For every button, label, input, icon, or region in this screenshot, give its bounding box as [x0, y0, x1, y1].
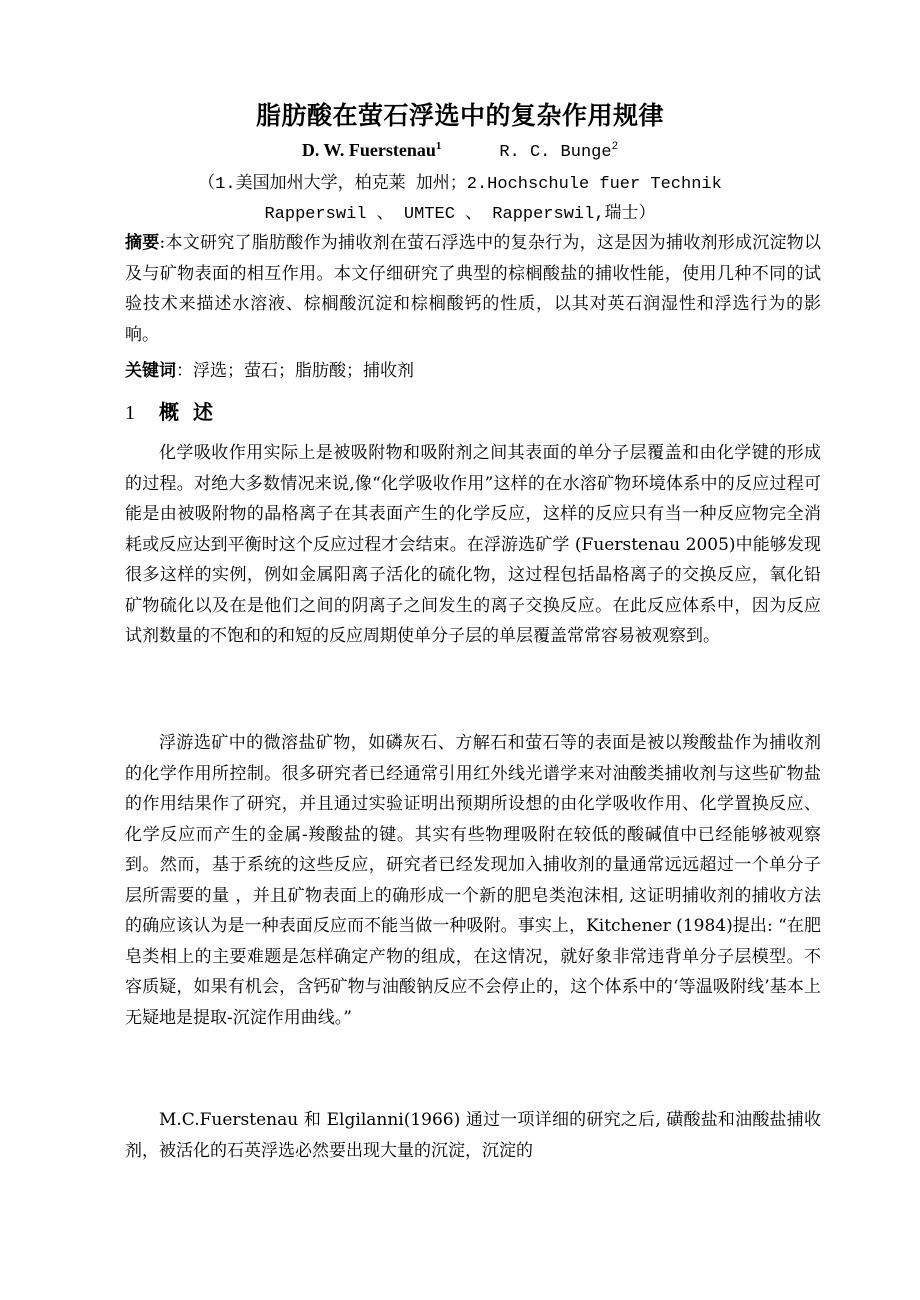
abstract-text: :本文研究了脂肪酸作为捕收剂在萤石浮选中的复杂行为，这是因为捕收剂形成沉淀物以及与矿物表面的相互作用。本文仔细研究了典型的棕榈酸盐的捕收性能，使用几种不同的试验技术来描述水溶液、棕榈酸沉淀和棕榈酸钙的性质，以其对英石润湿性和浮选行为的影响。 [125, 233, 821, 345]
paragraph-3: M.C.Fuerstenau 和 Elgilanni(1966) 通过一项详细的研究之后, 磺酸盐和油酸盐捕收剂，被活化的石英浮选必然要出现大量的沉淀，沉淀的 [125, 1110, 821, 1161]
paragraph-2: 浮游选矿中的微溶盐矿物，如磷灰石、方解石和萤石等的表面是被以羧酸盐作为捕收剂的化学作用所控制。很多研究者已经通常引用红外线光谱学来对油酸类捕收剂与这些矿物盐的作用结果作了研究，并且通过实验证明出预期所设想的由化学吸收作用、化学置换反应、化学反应而产生的金属-羧酸盐的键。其实有些物理吸附在较低的酸碱值中已经能够被观察到。然而，基于系统的这些反应，研究者已经发现加入捕收剂的量通常远远超过一个单分子层所需要的量 ，并且矿物表面上的确形成一个新的肥皂类泡沫相, 这证明捕收剂的捕收方法的确应该认为是一种表面反应而不能当做一种吸附。事实上，Kitchener (1984)提出: “在肥皂类相上的主要难题是怎样确定产物的组成，在这情况，就好象非常违背单分子层模型。不容质疑，如果有机会，含钙矿物与油酸钠反应不会停止的，这个体系中的‘等温吸附线’基本上无疑地是提取-沉淀作用曲线。” [125, 733, 821, 1028]
abstract [125, 228, 821, 350]
author-1-name: D. W. Fuerstenau [301, 140, 436, 160]
section-heading [125, 396, 227, 425]
paragraph-1: 化学吸收作用实际上是被吸附物和吸附剂之间其表面的单分子层覆盖和由化学键的形成的过程。对绝大多数情况来说,像“化学吸收作用”这样的在水溶矿物环境体系中的反应过程可能是由被吸附物的晶格离子在其表面产生的化学反应，这样的反应只有当一种反应物完全消耗或反应达到平衡时这个反应过程才会结束。在浮游选矿学 (Fuerstenau 2005)中能够发现很多这样的实例，例如金属阳离子活化的硫化物，这过程包括晶格离子的交换反应，氧化铅矿物硫化以及在是他们之间的阴离子之间发生的离子交换反应。在此反应体系中，因为反应试剂数量的不饱和的和短的反应周期使单分子层的单层覆盖常常容易被观察到。 [125, 443, 821, 646]
keywords-label: 关键词 [125, 361, 176, 381]
author-2 [499, 143, 618, 162]
section-number: 1 [125, 402, 137, 424]
keywords [125, 356, 821, 387]
author-line [0, 140, 920, 162]
paper-title: 脂肪酸在萤石浮选中的复杂作用规律 [255, 101, 664, 130]
affiliation-line-2: Rapperswil 、 UMTEC 、 Rapperswil,瑞士） [264, 205, 656, 224]
section-title: 概述 [159, 400, 227, 424]
abstract-label: 摘要 [125, 233, 160, 253]
affiliation-line-1: （1.美国加州大学，柏克莱 加州；2.Hochschule fuer Technik [198, 175, 722, 194]
author-1-affil-mark: 1 [435, 140, 442, 152]
keywords-text: ：浮选；萤石；脂肪酸；捕收剂 [176, 361, 414, 381]
author-1 [302, 140, 442, 160]
author-2-name: R. C. Bunge [499, 143, 612, 162]
author-2-affil-mark: 2 [611, 141, 619, 153]
